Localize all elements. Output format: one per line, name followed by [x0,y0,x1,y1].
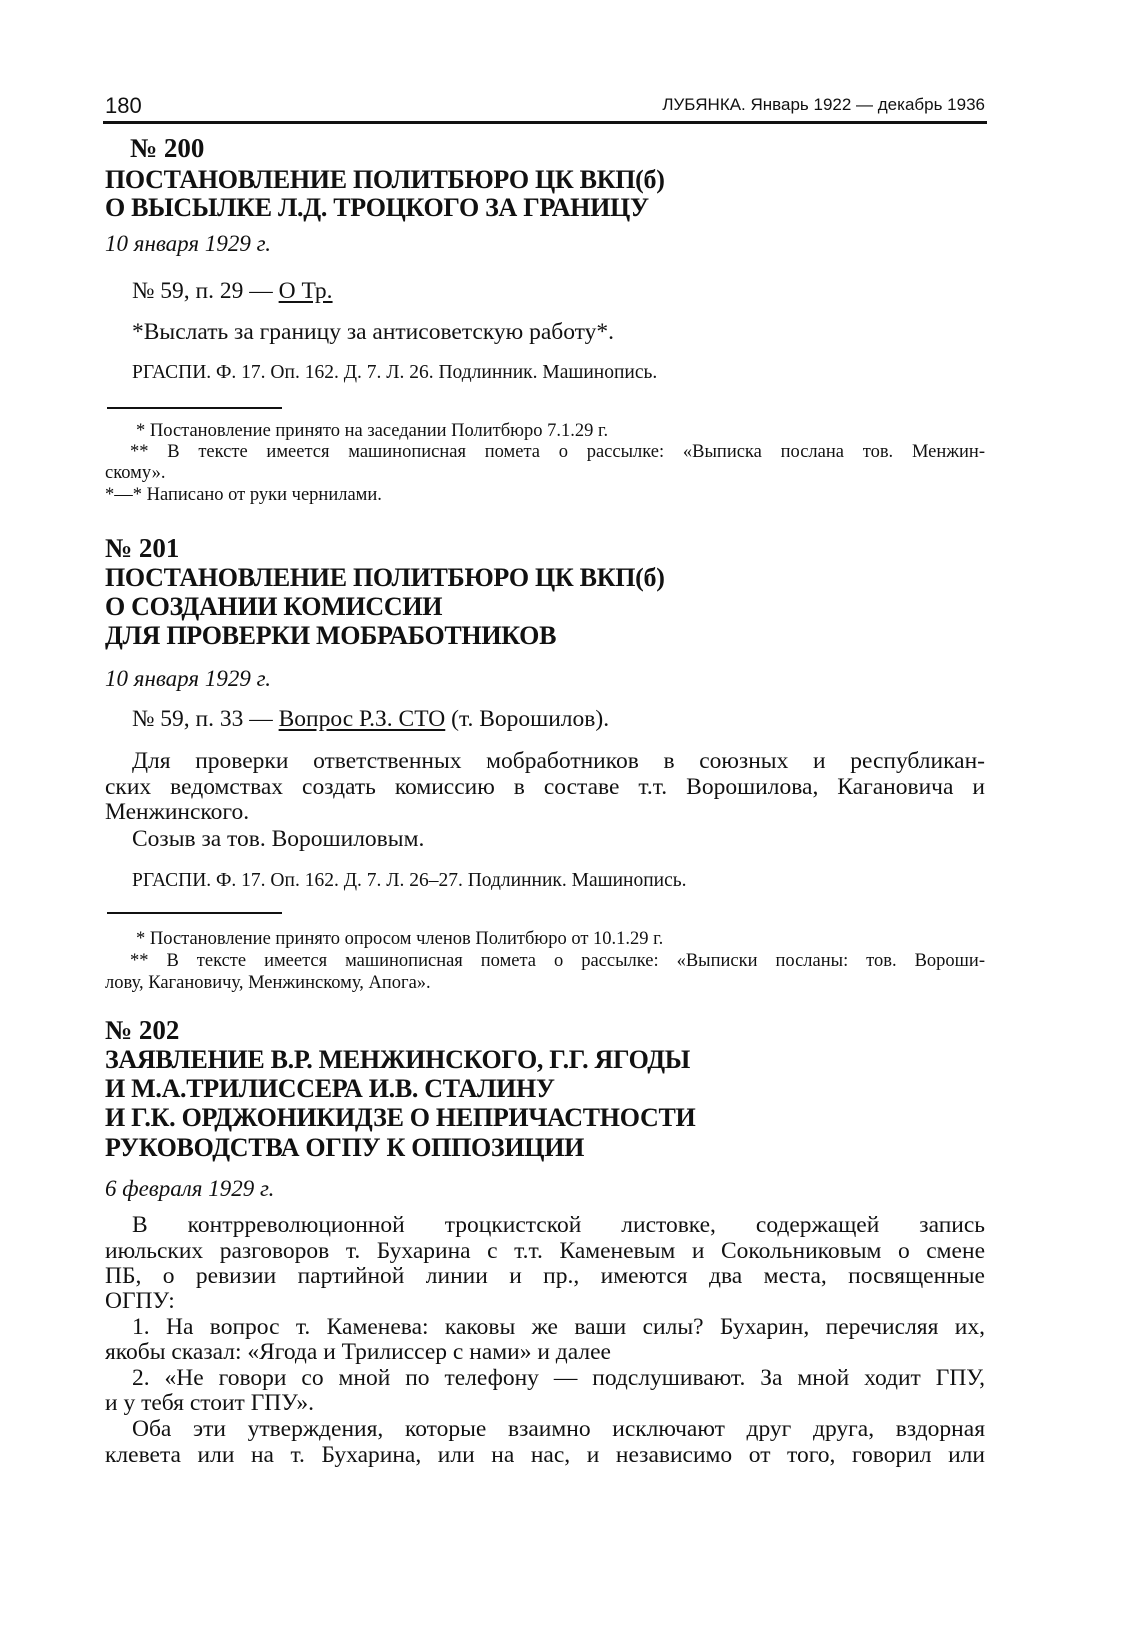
protocol-reference [132,278,985,305]
body-line: ОГПУ: [105,1288,175,1314]
document-date: 6 февраля 1929 г. [105,1176,275,1201]
body-line: ПБ, о ревизии партийной линии и пр., имеются два места, посвященные [105,1263,985,1289]
document-title-line: И Г.К. ОРДЖОНИКИДЗЕ О НЕПРИЧАСТНОСТИ [105,1103,696,1132]
footnote-line: * Постановление принято на заседании Политбюро 7.1.29 г. [136,421,609,441]
document-title-line: РУКОВОДСТВА ОГПУ К ОППОЗИЦИИ [105,1133,585,1162]
archive-source: РГАСПИ. Ф. 17. Оп. 162. Д. 7. Л. 26. Подлинник. Машинопись. [132,362,658,383]
footnote-rule [107,407,282,409]
protocol-reference [132,706,985,733]
document-title-line: ЗАЯВЛЕНИЕ В.Р. МЕНЖИНСКОГО, Г.Г. ЯГОДЫ [105,1045,691,1074]
body-line: *Выслать за границу за антисоветскую работу*. [132,319,614,345]
footnote-line: лову, Кагановичу, Менжинскому, Апога». [105,973,431,993]
body-line: Оба эти утверждения, которые взаимно исключают друг друга, вздорная [132,1416,985,1442]
document-number: № 200 [130,133,205,163]
body-line: Менжинского. [105,799,250,825]
header-rule [103,121,987,124]
body-line: июльских разговоров т. Бухарина с т.т. Каменевым и Сокольниковым о смене [105,1238,985,1264]
body-line: клевета или на т. Бухарина, или на нас, и независимо от того, говорил или [105,1442,985,1468]
page-number: 180 [105,93,142,118]
running-title: ЛУБЯНКА. Январь 1922 — декабрь 1936 [662,95,985,114]
document-title-line: О СОЗДАНИИ КОМИССИИ [105,592,443,621]
archive-source: РГАСПИ. Ф. 17. Оп. 162. Д. 7. Л. 26–27. Подлинник. Машинопись. [132,870,687,891]
protocol-subject: О Тр. [278,278,333,304]
protocol-suffix: (т. Ворошилов). [445,706,610,732]
document-title-line: ДЛЯ ПРОВЕРКИ МОБРАБОТНИКОВ [105,621,557,650]
footnote-line: ** В тексте имеется машинописная помета о рассылке: «Выписка послана тов. Менжин- [130,442,985,462]
document-title-line: ПОСТАНОВЛЕНИЕ ПОЛИТБЮРО ЦК ВКП(б) [105,563,665,592]
body-line: Для проверки ответственных мобработников в союзных и республикан- [132,748,985,774]
body-line: 1. На вопрос т. Каменева: каковы же ваши силы? Бухарин, перечисляя их, [132,1314,985,1340]
body-line: ских ведомствах создать комиссию в составе т.т. Ворошилова, Кагановича и [105,774,985,800]
document-number: № 202 [105,1015,180,1045]
document-date: 10 января 1929 г. [105,231,271,256]
footnote-line: ** В тексте имеется машинописная помета о рассылке: «Выписки посланы: тов. Вороши- [130,951,985,971]
document-title-line: И М.А.ТРИЛИССЕРА И.В. СТАЛИНУ [105,1074,555,1103]
protocol-subject: Вопрос Р.З. СТО [278,706,446,732]
body-line: Созыв за тов. Ворошиловым. [132,826,425,852]
protocol-prefix: № 59, п. 29 — [132,278,279,304]
document-number: № 201 [105,533,180,563]
body-line: 2. «Не говори со мной по телефону — подслушивают. За мной ходит ГПУ, [132,1365,985,1391]
footnote-line: скому». [105,463,166,483]
footnote-line: *—* Написано от руки чернилами. [105,485,382,505]
header-line [105,93,985,119]
body-line: якобы сказал: «Ягода и Трилиссер с нами» и далее [105,1339,611,1365]
footnote-line: * Постановление принято опросом членов Политбюро от 10.1.29 г. [136,929,664,949]
document-date: 10 января 1929 г. [105,666,271,691]
body-line: и у тебя стоит ГПУ». [105,1390,315,1416]
footnote-rule [107,912,282,914]
document-title-line: О ВЫСЫЛКЕ Л.Д. ТРОЦКОГО ЗА ГРАНИЦУ [105,193,649,222]
document-title-line: ПОСТАНОВЛЕНИЕ ПОЛИТБЮРО ЦК ВКП(б) [105,165,665,194]
protocol-prefix: № 59, п. 33 — [132,706,279,732]
body-line: В контрреволюционной троцкистской листовке, содержащей запись [132,1212,985,1238]
